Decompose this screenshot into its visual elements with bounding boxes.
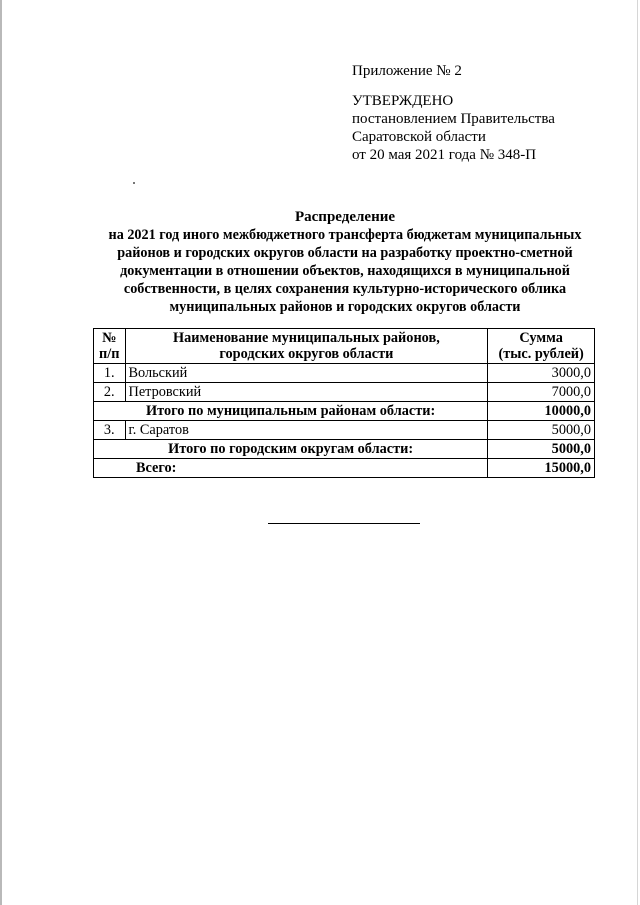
row-sum: 5000,0 bbox=[488, 421, 595, 440]
table-row bbox=[94, 364, 595, 383]
table-header-row bbox=[94, 329, 595, 364]
header-name bbox=[125, 329, 488, 364]
approval-line-2: Саратовской области bbox=[352, 129, 486, 145]
row-number: 1. bbox=[94, 364, 126, 383]
table-row bbox=[94, 383, 595, 402]
appendix-number: Приложение № 2 bbox=[352, 63, 462, 79]
page-edge-left bbox=[0, 0, 2, 905]
heading-line-3: документации в отношении объектов, находящихся в муниципальной bbox=[120, 263, 570, 279]
subtotal-label: Итого по городским округам области: bbox=[94, 440, 488, 459]
header-name-line-1: Наименование муниципальных районов, bbox=[173, 330, 440, 346]
table-row bbox=[94, 421, 595, 440]
row-name: Петровский bbox=[125, 383, 488, 402]
subtotal-row-districts bbox=[94, 402, 595, 421]
document-title: Распределение bbox=[294, 209, 396, 225]
grand-total-sum: 15000,0 bbox=[488, 459, 595, 478]
row-sum: 7000,0 bbox=[488, 383, 595, 402]
approval-block bbox=[352, 62, 555, 164]
row-number: 3. bbox=[94, 421, 126, 440]
grand-total-label: Всего: bbox=[94, 459, 488, 478]
document-heading bbox=[80, 208, 610, 316]
heading-line-4: собственности, в целях сохранения культурно-исторического облика bbox=[123, 281, 567, 297]
subtotal-label: Итого по муниципальным районам области: bbox=[94, 402, 488, 421]
scan-speck bbox=[133, 182, 135, 184]
header-name-line-2: городских округов области bbox=[219, 346, 394, 362]
page-edge-right bbox=[637, 0, 638, 905]
header-number-line-1: № bbox=[102, 330, 117, 346]
header-number bbox=[94, 329, 126, 364]
heading-line-1: на 2021 год иного межбюджетного трансферта бюджетам муниципальных bbox=[108, 227, 582, 243]
row-number: 2. bbox=[94, 383, 126, 402]
row-name: Вольский bbox=[125, 364, 488, 383]
heading-line-2: районов и городских округов области на разработку проектно-сметной bbox=[117, 245, 573, 261]
approved-stamp: УТВЕРЖДЕНО bbox=[352, 93, 454, 109]
heading-line-5: муниципальных районов и городских округов области bbox=[169, 299, 521, 315]
grand-total-row bbox=[94, 459, 595, 478]
approval-line-1: постановлением Правительства bbox=[352, 111, 555, 127]
header-sum-line-2: (тыс. рублей) bbox=[498, 346, 584, 362]
approval-line-3: от 20 мая 2021 года № 348-П bbox=[352, 147, 537, 163]
subtotal-row-city-districts bbox=[94, 440, 595, 459]
header-number-line-2: п/п bbox=[99, 346, 120, 362]
header-sum bbox=[488, 329, 595, 364]
subtotal-sum: 10000,0 bbox=[488, 402, 595, 421]
distribution-table bbox=[93, 328, 595, 478]
header-sum-line-1: Сумма bbox=[519, 330, 563, 346]
row-name: г. Саратов bbox=[125, 421, 488, 440]
subtotal-sum: 5000,0 bbox=[488, 440, 595, 459]
row-sum: 3000,0 bbox=[488, 364, 595, 383]
closing-line bbox=[268, 523, 420, 524]
